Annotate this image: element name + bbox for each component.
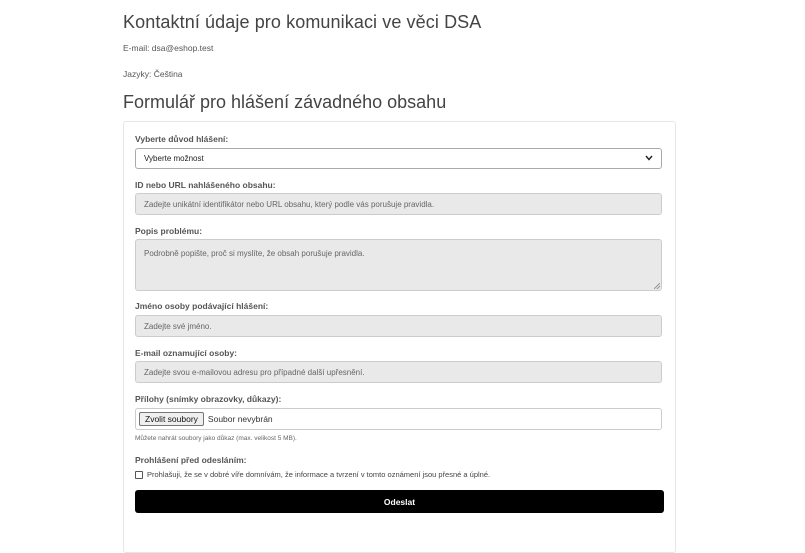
contact-email: E-mail: dsa@eshop.test (123, 43, 214, 53)
declaration-checkbox-row[interactable] (135, 470, 490, 479)
email-placeholder: Zadejte svou e-mailovou adresu pro případné další upřesnění. (144, 367, 365, 377)
name-label: Jméno osoby podávající hlášení: (135, 301, 269, 311)
email-label: E-mail oznamující osoby: (135, 348, 238, 358)
name-input[interactable] (135, 315, 662, 337)
report-form (123, 121, 676, 553)
reason-selected-value: Vyberte možnost (144, 154, 204, 163)
chevron-down-icon (645, 154, 653, 163)
submit-button[interactable]: Odeslat (135, 490, 664, 513)
description-placeholder: Podrobně popište, proč si myslíte, že obsah porušuje pravidla. (144, 249, 365, 258)
attachments-label: Přílohy (snímky obrazovky, důkazy): (135, 394, 282, 404)
content-id-input[interactable] (135, 193, 662, 215)
description-label: Popis problému: (135, 226, 203, 236)
resize-handle-icon[interactable] (654, 283, 660, 289)
form-title: Formulář pro hlášení závadného obsahu (123, 92, 447, 112)
contact-title: Kontaktní údaje pro komunikaci ve věci DSA (123, 12, 482, 32)
declaration-label: Prohlášení před odesláním: (135, 455, 247, 465)
email-input[interactable] (135, 361, 662, 383)
content-id-label: ID nebo URL nahlášeného obsahu: (135, 180, 276, 190)
reason-label: Vyberte důvod hlášení: (135, 134, 229, 144)
contact-languages: Jazyky: Čeština (123, 69, 183, 79)
description-textarea[interactable] (135, 239, 662, 291)
reason-select[interactable] (135, 148, 662, 169)
name-placeholder: Zadejte své jméno. (144, 321, 212, 331)
declaration-checkbox[interactable] (135, 471, 143, 479)
choose-files-button[interactable]: Zvolit soubory (139, 412, 204, 426)
file-status: Soubor nevybrán (207, 414, 273, 424)
declaration-text: Prohlašuji, že se v dobré víře domnívám, že informace a tvrzení v tomto oznámení jsou přesné a úplné. (147, 470, 491, 479)
attachments-file-input[interactable] (135, 408, 662, 430)
attachments-hint: Můžete nahrát soubory jako důkaz (max. velikost 5 MB). (135, 435, 297, 442)
content-id-placeholder: Zadejte unikátní identifikátor nebo URL obsahu, který podle vás porušuje pravidla. (144, 199, 435, 209)
